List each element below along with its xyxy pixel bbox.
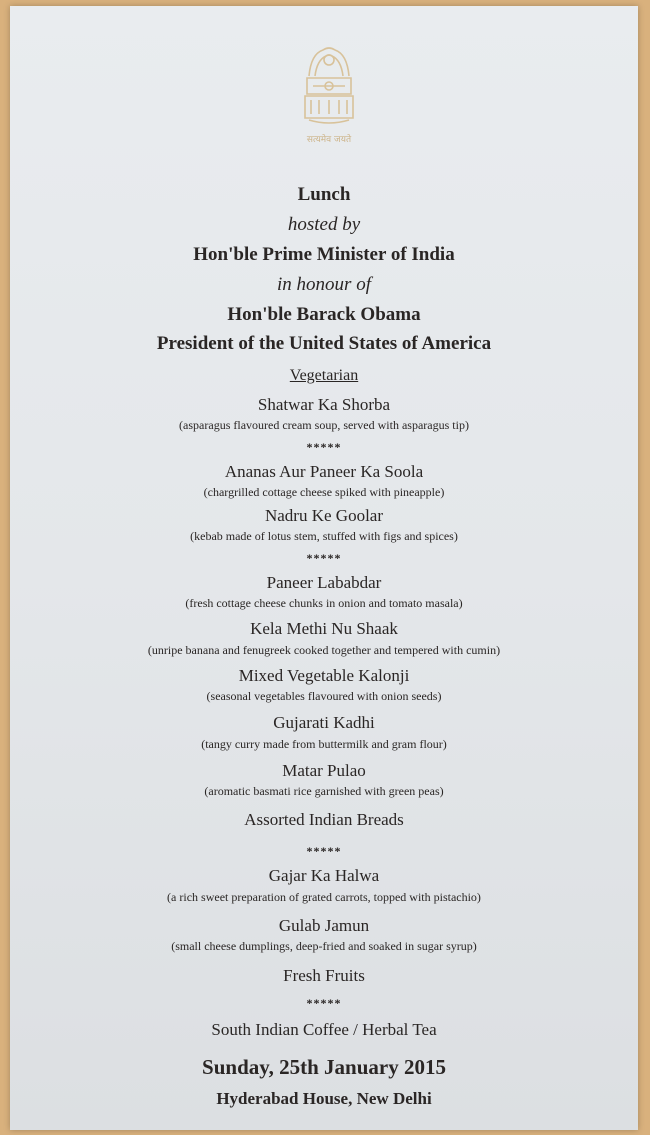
- in-honour-of-line: in honour of: [277, 274, 371, 295]
- event-title: Lunch: [297, 184, 351, 205]
- menu-separator: *****: [306, 844, 342, 858]
- menu-dish: Nadru Ke Goolar: [264, 506, 383, 525]
- hosted-by-line: hosted by: [287, 214, 361, 235]
- event-venue: Hyderabad House, New Delhi: [216, 1089, 432, 1108]
- menu-dish-description: (unripe banana and fenugreek cooked together and tempered with cumin): [147, 643, 501, 657]
- menu-dish: Assorted Indian Breads: [244, 810, 404, 829]
- section-heading: Vegetarian: [289, 367, 359, 384]
- menu-dish-description: (small cheese dumplings, deep-fried and soaked in sugar syrup): [171, 939, 477, 953]
- menu-dish: Gujarati Kadhi: [273, 713, 375, 732]
- menu-dish: Shatwar Ka Shorba: [257, 395, 391, 414]
- menu-dish-description: (aromatic basmati rice garnished with green peas): [204, 784, 444, 798]
- event-date: Sunday, 25th January 2015: [202, 1055, 446, 1079]
- national-emblem-icon: [289, 36, 369, 156]
- menu-separator: *****: [306, 996, 342, 1010]
- menu-dish-description: (seasonal vegetables flavoured with onion seeds): [206, 689, 442, 703]
- menu-dish-description: (tangy curry made from buttermilk and gram flour): [201, 737, 447, 751]
- menu-dish: Fresh Fruits: [283, 966, 365, 985]
- guest-title: President of the United States of America: [156, 333, 492, 354]
- menu-separator: *****: [306, 440, 342, 454]
- menu-dish: Gulab Jamun: [278, 916, 370, 935]
- menu-dish-description: (asparagus flavoured cream soup, served with asparagus tip): [179, 418, 469, 432]
- menu-dish-description: (kebab made of lotus stem, stuffed with figs and spices): [190, 529, 458, 543]
- menu-dish-description: (chargrilled cottage cheese spiked with pineapple): [203, 485, 445, 499]
- menu-card: [10, 6, 638, 1130]
- menu-dish: Ananas Aur Paneer Ka Soola: [224, 462, 424, 481]
- host-name: Hon'ble Prime Minister of India: [193, 244, 455, 265]
- menu-dish-description: (fresh cottage cheese chunks in onion and tomato masala): [185, 596, 463, 610]
- menu-dish: South Indian Coffee / Herbal Tea: [211, 1020, 437, 1039]
- emblem-caption: सत्यमेव जयते: [306, 135, 352, 145]
- menu-dish: Gajar Ka Halwa: [268, 866, 380, 885]
- menu-dish: Mixed Vegetable Kalonji: [238, 666, 410, 685]
- menu-dish: Paneer Lababdar: [266, 573, 382, 592]
- menu-separator: *****: [306, 551, 342, 565]
- menu-dish: Matar Pulao: [282, 761, 366, 780]
- menu-dish: Kela Methi Nu Shaak: [250, 619, 398, 638]
- guest-name: Hon'ble Barack Obama: [227, 304, 421, 325]
- menu-dish-description: (a rich sweet preparation of grated carrots, topped with pistachio): [167, 890, 481, 904]
